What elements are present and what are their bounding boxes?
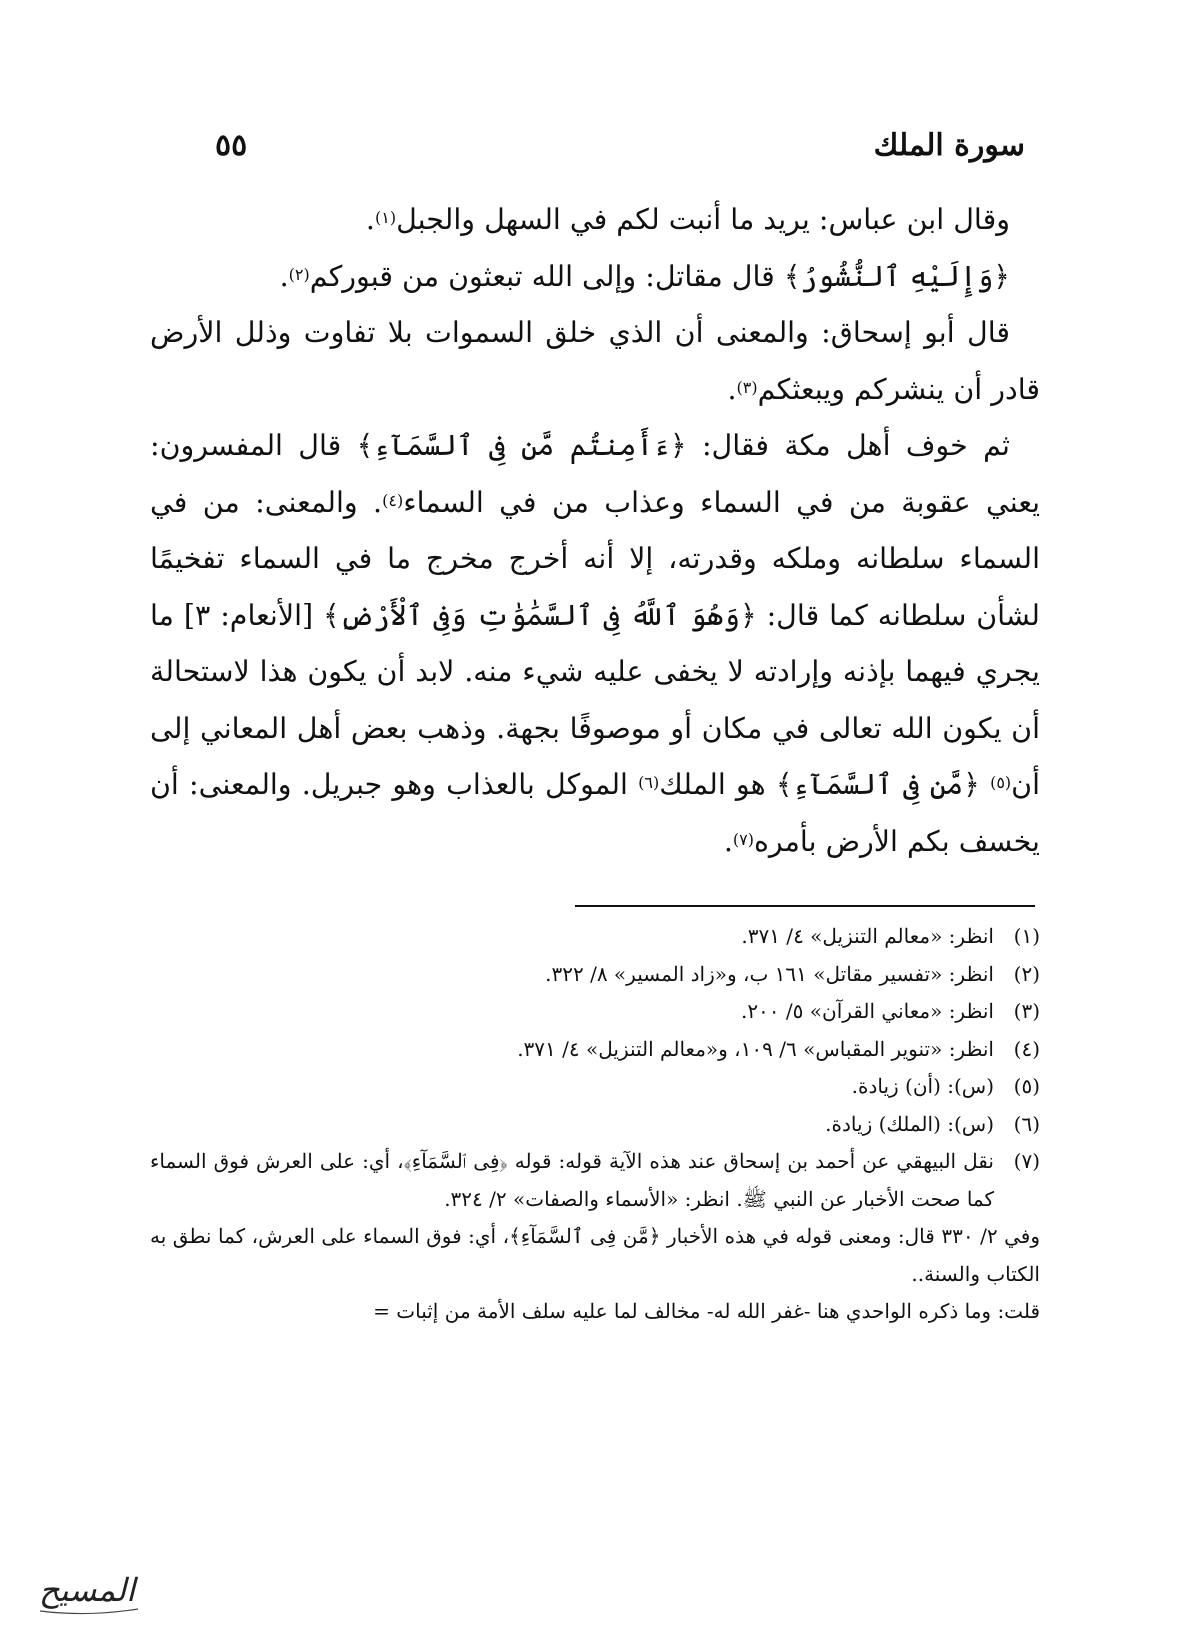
footnote-ref: (٣) xyxy=(736,377,758,397)
footnote-number: (٥) xyxy=(1013,1074,1040,1098)
quran-verse: ﴿مَّن فِى ٱلسَّمَآءِ﴾ xyxy=(775,768,991,801)
paragraph-text: وقال ابن عباس: يريد ما أنبت لكم في السهل والجبل xyxy=(396,203,1010,236)
paragraph-text: قال أبو إسحاق: والمعنى أن الذي خلق السموات بلا تفاوت وذلل الأرض قادر أن ينشركم ويبعثكم xyxy=(150,316,1040,406)
footnote-item xyxy=(150,1106,1040,1144)
page-header xyxy=(215,120,1025,170)
main-text xyxy=(150,192,1040,870)
paragraph-text: . والمعنى: من في السماء سلطانه وملكه وقدرته، إلا أنه أخرج مخرج ما في السماء تفخيمًا لشأن سلطانه كما قال: xyxy=(150,485,1040,632)
watermark-flourish xyxy=(40,1609,138,1614)
footnote-text: نقل البيهقي عن أحمد بن إسحاق عند هذه الآية قوله: قوله ﴿فِى ٱلسَّمَآءِ﴾، أي: على العرش فوق السماء كما صحت الأخبار عن النبي ﷺ. انظر: «الأسماء والصفات» ٢/ ٣٢٤. xyxy=(150,1149,994,1211)
footnote-number: (٢) xyxy=(1013,961,1040,986)
punctuation: . xyxy=(727,372,737,406)
footnote-continuation: قلت: وما ذكره الواحدي هنا -غفر الله له- مخالف لما عليه سلف الأمة من إثبات = xyxy=(373,1299,1040,1323)
quran-verse: ﴿وَهُوَ ٱللَّهُ فِى ٱلسَّمَٰوَٰتِ وَفِى ٱلْأَرْضِ﴾ xyxy=(323,598,757,632)
paragraph-text: الموكل بالعذاب وهو جبريل. والمعنى: أن يخسف بكم الأرض بأمره xyxy=(150,768,1040,858)
footnote-item xyxy=(150,1068,1040,1106)
surah-title: سورة الملك xyxy=(873,128,1025,163)
punctuation: . xyxy=(365,203,375,236)
paragraph-text: قال المفسرون: يعني عقوبة من في السماء وعذاب من في السماء xyxy=(150,429,1041,519)
footnote-ref: (٥) xyxy=(990,773,1012,792)
paragraph-3 xyxy=(150,305,1040,418)
paragraph-2 xyxy=(150,249,1040,306)
punctuation: . xyxy=(723,824,733,858)
watermark-logo xyxy=(20,1565,155,1620)
footnote-number: (١) xyxy=(1013,924,1040,948)
footnote-text: انظر: «تنوير المقباس» ٦/ ١٠٩، و«معالم التنزيل» ٤/ ٣٧١. xyxy=(517,1036,994,1061)
paragraph-1 xyxy=(150,192,1040,249)
footnote-ref: (٢) xyxy=(288,264,310,284)
footnote-number: (٣) xyxy=(1013,999,1040,1023)
paragraph-text: ثم خوف أهل مكة فقال: xyxy=(686,429,1010,462)
footnote-number: (٦) xyxy=(1013,1111,1040,1136)
footnote-ref: (٧) xyxy=(732,829,754,849)
paragraph-text: قال مقاتل: وإلى الله تبعثون من قبوركم xyxy=(309,259,784,293)
paragraph-text: هو الملك xyxy=(659,768,776,801)
paragraph-4 xyxy=(150,418,1040,870)
footnote-item xyxy=(150,1031,1040,1069)
footnote-continuation: وفي ٢/ ٣٣٠ قال: ومعنى قوله في هذه الأخبار ﴿مَّن فِى ٱلسَّمَآءِ﴾، أي: فوق السماء على العرش، كما نطق به الكتاب والسنة.. xyxy=(150,1224,1040,1286)
footnote-text: (س): (الملك) زيادة. xyxy=(825,1111,994,1136)
footnote-number: (٧) xyxy=(1013,1149,1040,1173)
footnote-text: (س): (أن) زيادة. xyxy=(851,1074,994,1098)
footnote-item xyxy=(150,1143,1040,1218)
footnote-ref: (٦) xyxy=(638,773,660,792)
page-number: ٥٥ xyxy=(215,128,248,163)
punctuation: . xyxy=(279,259,289,293)
footnote-text: انظر: «معاني القرآن» ٥/ ٢٠٠. xyxy=(740,999,994,1023)
footnote-item xyxy=(150,993,1040,1031)
footnote-text: انظر: «تفسير مقاتل» ١٦١ ب، و«زاد المسير» ٨/ ٣٢٢. xyxy=(545,961,994,986)
quran-verse: ﴿ءَأَمِنتُم مَّن فِى ٱلسَّمَآءِ﴾ xyxy=(356,429,687,462)
paragraph-text: [الأنعام: ٣] ما يجري فيهما بإذنه وإرادته لا يخفى عليه شيء منه. لابد أن يكون هذا لاستحالة أن يكون الله تعالى في مكان أو موصوفًا بجهة. وذهب بعض أهل المعاني إلى أن xyxy=(150,598,1041,801)
footnotes xyxy=(150,918,1040,1331)
quran-verse: ﴿وَإِلَيْهِ ٱلنُّشُورُ﴾ xyxy=(783,259,1010,293)
footnote-ref: (٤) xyxy=(382,490,404,510)
footnote-text: انظر: «معالم التنزيل» ٤/ ٣٧١. xyxy=(741,924,994,948)
footnote-number: (٤) xyxy=(1013,1036,1040,1061)
footnote-item xyxy=(150,918,1040,956)
footnote-ref: (١) xyxy=(374,208,397,227)
footnote-item xyxy=(150,956,1040,994)
watermark-text: المسيح xyxy=(39,1571,135,1609)
footnote-divider xyxy=(575,905,1035,907)
